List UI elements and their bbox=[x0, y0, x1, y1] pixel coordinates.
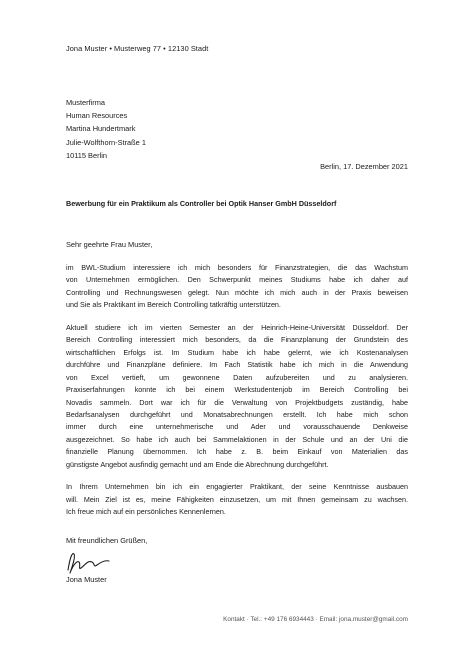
paragraph-line: Aktuell studiere ich im vierten Semester an der Heinrich-Heine-Universität Düsseldorf. Der bbox=[66, 322, 408, 332]
recipient-company: Musterfirma bbox=[66, 98, 106, 107]
paragraph-line: Controlling und Rechnungswesen gelegt. Nun möchte ich mich auch in der Praxis beweisen bbox=[66, 287, 408, 297]
paragraph-line: ausgezeichnet. So habe ich auch bei Sammelaktionen in der Schule und an der Uni die bbox=[66, 434, 408, 444]
recipient-contact: Martina Hundertmark bbox=[66, 124, 136, 134]
paragraph-line: will. Mein Ziel ist es, meine Fähigkeiten einzusetzen, um mit Ihnen gemeinsam zu wachsen. bbox=[66, 494, 408, 504]
letter-closing: Mit freundlichen Grüßen, bbox=[66, 536, 148, 545]
handwritten-signature bbox=[62, 548, 112, 576]
paragraph-line: im BWL-Studium interessiere ich mich besonders für Finanzstrategien, die das Wachstum bbox=[66, 263, 408, 272]
paragraph-line: Ich freue mich auf ein persönliches Kennenlernen. bbox=[66, 507, 226, 517]
paragraph-line: durchführe und Finanzpläne definiere. Im Fach Statistik habe ich mich in die Anwendung bbox=[66, 360, 408, 370]
recipient-department: Human Resources bbox=[66, 111, 128, 121]
letter-date: Berlin, 17. Dezember 2021 bbox=[320, 162, 408, 171]
paragraph-line: finanzielle Planung übernommen. Ich habe z. B. beim Einkauf von Materialien das bbox=[66, 447, 408, 457]
recipient-street: Julie-Wolfthorn-Straße 1 bbox=[66, 137, 146, 147]
footer-contact: Kontakt · Tel.: +49 176 6934443 · Email: jona.muster@gmail.com bbox=[223, 616, 408, 623]
paragraph-line: immer durch eine unternehmerische und Ader und vorausschauende Denkweise bbox=[66, 422, 408, 432]
recipient-address bbox=[66, 96, 146, 162]
signer-name: Jona Muster bbox=[66, 575, 107, 584]
paragraph-line: günstigste Angebot ausfindig gemacht und am Ende die Abrechnung durchgeführt. bbox=[66, 459, 329, 469]
letter-body bbox=[66, 262, 408, 529]
paragraph-line: von Unternehmen ermöglichen. Den Schwerpunkt meines Studiums habe ich daher auf bbox=[66, 275, 408, 285]
paragraph-3 bbox=[66, 481, 408, 518]
paragraph-1 bbox=[66, 262, 408, 312]
paragraph-line: Praxiserfahrungen konnte ich bei einem Werkstudentenjob im Bereich Controlling bei bbox=[66, 385, 408, 395]
paragraph-line: In Ihrem Unternehmen bin ich ein engagierter Praktikant, der seine Kenntnisse ausbauen bbox=[66, 482, 408, 492]
sender-line: Jona Muster • Musterweg 77 • 12130 Stadt bbox=[66, 44, 209, 53]
recipient-city: 10115 Berlin bbox=[66, 150, 107, 160]
paragraph-line: wirtschaftlichen Erfolgs ist. Im Studium habe ich habe gelernt, wie ich Kostenanalysen bbox=[66, 347, 408, 357]
letter-subject: Bewerbung für ein Praktikum als Controller bei Optik Hanser GmbH Düsseldorf bbox=[66, 199, 337, 208]
letter-greeting: Sehr geehrte Frau Muster, bbox=[66, 240, 153, 249]
paragraph-line: und Sie als Praktikant im Bereich Controlling tatkräftig unterstützen. bbox=[66, 300, 281, 310]
paragraph-line: Bedarfsanalysen durchgeführt und Monatsabrechnungen erstellt. Ich habe mich schon bbox=[66, 409, 408, 419]
paragraph-2 bbox=[66, 322, 408, 471]
paragraph-line: Bereich Controlling interessiert mich besonders, da die Finanzplanung der Grundstein des bbox=[66, 335, 408, 345]
paragraph-line: von Excel vertieft, um gewonnene Daten aufzubereiten und zu analysieren. bbox=[66, 372, 408, 382]
paragraph-line: Novadis sammeln. Dort war ich für die Verwaltung von Projektbudgets zuständig, habe bbox=[66, 397, 408, 407]
